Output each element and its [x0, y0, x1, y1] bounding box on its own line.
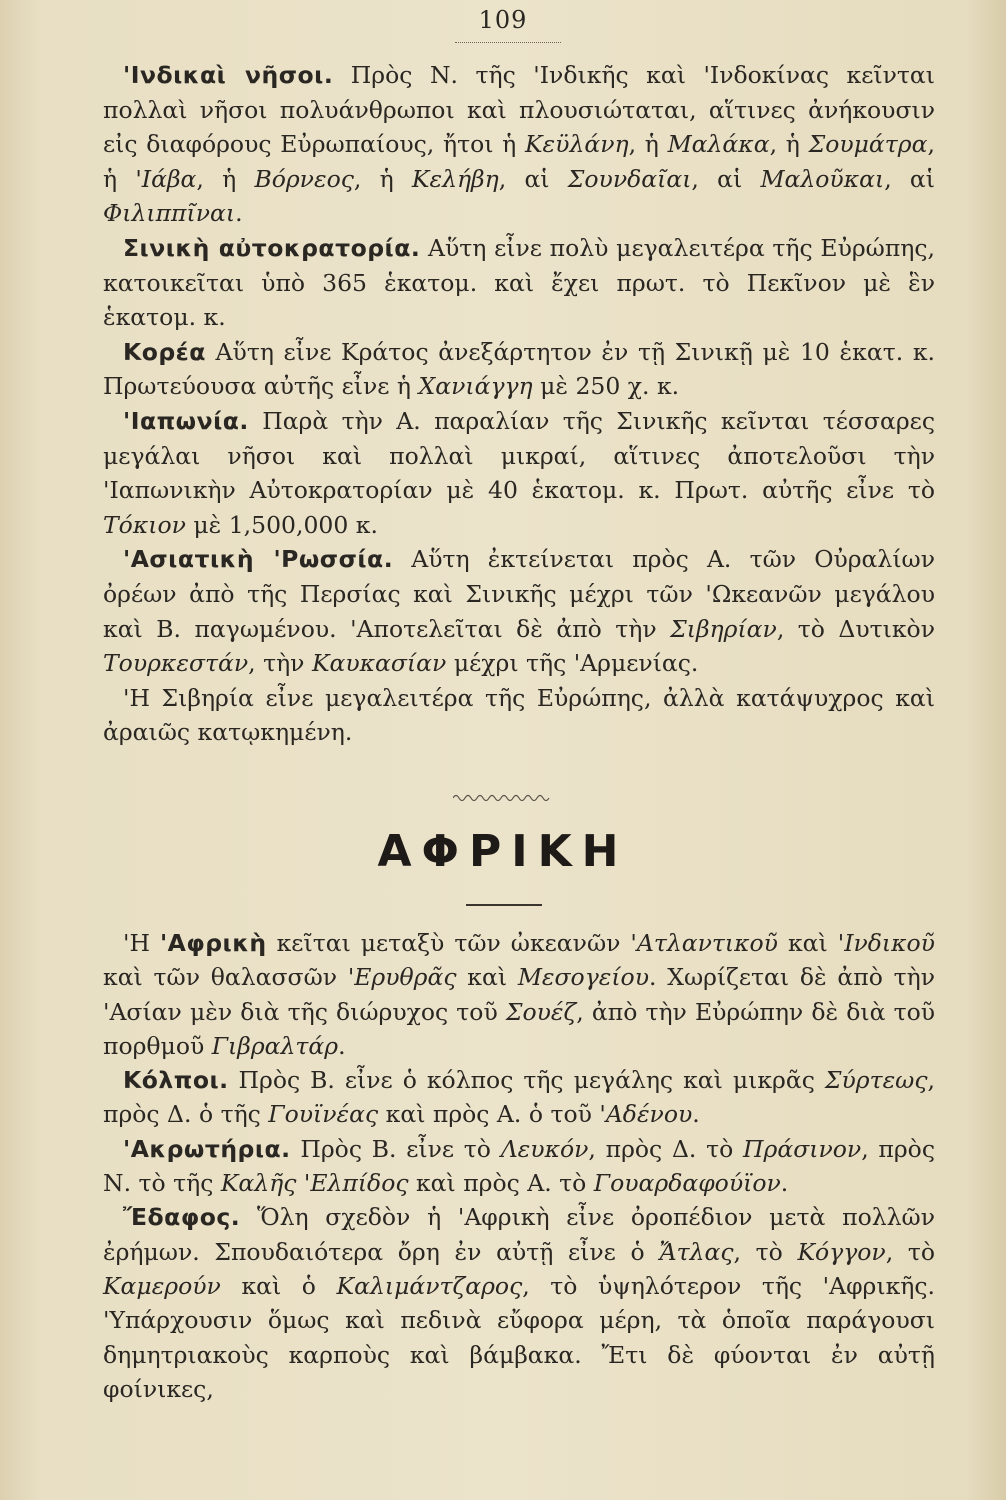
paragraph-terrain [103, 1200, 935, 1406]
page-number: 109 [478, 6, 528, 34]
wavy-divider-ornament [453, 790, 553, 806]
italic-place-name: Χανιάγγη [418, 372, 533, 401]
text-run: , τὸ [885, 1237, 935, 1266]
italic-place-name: Μεσογείου [517, 963, 649, 992]
paragraph-capes [103, 1132, 935, 1201]
italic-place-name: Μαλοῦκαι [760, 164, 885, 193]
section-title-africa: ΑΦΡΙΚΗ [377, 826, 629, 877]
text-run: . [780, 1169, 789, 1198]
section-title-rule [466, 904, 542, 906]
text-run: , τὸ Δυτικὸν [776, 614, 935, 643]
italic-place-name: Καυκασίαν [311, 649, 447, 678]
text-run: , τὴν [248, 649, 312, 678]
paragraph-africa-intro [103, 926, 935, 1063]
heading-japan: 'Ιαπωνία. [123, 406, 249, 435]
text-run: , πρὸς Δ. ὁ τῆς [103, 1066, 935, 1129]
text-run: Αὕτη εἶνε Κράτος ἀνεξάρτητον ἐν τῇ Σινικῇ μὲ 10 ἑκατ. κ. Πρωτεύουσα αὐτῆς εἶνε ἡ [103, 337, 935, 401]
text-run: . [235, 199, 243, 228]
italic-place-name: Βόρνεος [254, 164, 354, 193]
page-number-rule [455, 42, 561, 43]
italic-place-name: Καλῆς 'Ελπίδος [220, 1169, 409, 1198]
text-run: κεῖται μεταξὺ τῶν ὠκεανῶν [266, 929, 631, 957]
text-run: Πρὸς Β. εἶνε τὸ [290, 1134, 501, 1163]
italic-place-name: Κεϋλάνη [525, 130, 629, 159]
text-run: Παρὰ τὴν Α. παραλίαν τῆς Σινικῆς κεῖνται τέσσαρες μεγάλαι νῆσοι καὶ πολλαὶ μικραί, αἵτινες ἀποτελοῦσι τὴν 'Ιαπωνικὴν Αὐτοκρατορίαν μὲ 40 ἑκατομ. κ. Πρωτ. αὐτῆς εἶνε τὸ [103, 406, 935, 505]
text-run: . [338, 1031, 346, 1060]
text-run: , αἱ [691, 164, 761, 193]
heading-gulfs: Κόλποι. [123, 1066, 229, 1095]
heading-chinese-empire: Σινικὴ αὐτοκρατορία. [123, 233, 421, 262]
text-run: , αἱ [498, 164, 568, 193]
paragraph-siberia [103, 681, 935, 750]
text-run: Αὕτη εἶνε πολὺ μεγαλειτέρα τῆς Εὐρώπης, κατοικεῖται ὑπὸ 365 ἑκατομ. καὶ ἔχει πρωτ. τὸ Πεκῖνον μὲ ἓν ἑκατομ. κ. [103, 233, 935, 332]
italic-place-name: Πράσινον [743, 1134, 862, 1163]
italic-place-name: 'Ινδικοῦ [837, 929, 935, 957]
paragraph-korea [103, 335, 935, 404]
asia-text-block [103, 58, 935, 750]
italic-place-name: Σουέζ [505, 997, 577, 1026]
italic-place-name: 'Ατλαντικοῦ [630, 929, 778, 957]
paragraph-chinese-empire [103, 231, 935, 335]
heading-korea: Κορέα [123, 337, 206, 366]
italic-place-name: Γουαρδαφούϊον [593, 1169, 781, 1198]
text-run: , τὸ [733, 1237, 798, 1266]
text-run: καὶ [777, 929, 838, 957]
italic-place-name: Γιβραλτάρ [211, 1031, 339, 1060]
text-run: Πρὸς Β. εἶνε ὁ κόλπος τῆς μεγάλης καὶ μικρᾶς [228, 1066, 825, 1095]
italic-place-name: Καμερούν [103, 1271, 221, 1300]
text-run: καὶ [456, 963, 518, 992]
text-run: , ἡ [628, 130, 668, 159]
text-run: Αὕτη ἐκτείνεται πρὸς Α. τῶν Οὐραλίων ὀρέων ἀπὸ τῆς Περσίας καὶ Σινικῆς μέχρι τῶν 'Ωκεανῶν μεγάλου καὶ Β. παγωμένου. 'Αποτελεῖται δὲ ἀπὸ τὴν [103, 545, 935, 643]
italic-place-name: Λευκόν [500, 1134, 589, 1163]
heading-indian-islands: 'Ινδικαὶ νῆσοι. [123, 61, 334, 89]
text-run: , ἡ [103, 130, 935, 193]
italic-place-name: Σουνδαῖαι [567, 164, 692, 193]
italic-place-name: Σιβηρίαν [670, 614, 777, 643]
italic-place-name: Μαλάκα [667, 130, 770, 159]
text-run: , ἡ [353, 164, 412, 193]
heading-terrain: Ἔδαφος. [123, 1203, 241, 1232]
italic-place-name: Τόκιον [103, 510, 186, 539]
text-run: καὶ τῶν θαλασσῶν [103, 963, 348, 992]
italic-place-name: 'Ερυθρᾶς [347, 963, 457, 992]
italic-place-name: Τουρκεστάν [103, 649, 249, 678]
paragraph-gulfs [103, 1063, 935, 1132]
italic-place-name: Σύρτεως [824, 1066, 928, 1095]
text-run: 'Η [123, 929, 160, 957]
paragraph-indian-islands [103, 58, 935, 231]
paragraph-asian-russia [103, 542, 935, 680]
italic-place-name: Καλιμάντζαρος [336, 1271, 523, 1300]
text-run: μὲ 1,500,000 κ. [185, 510, 378, 539]
africa-text-block [103, 926, 935, 1406]
text-run: , αἱ [884, 164, 936, 193]
text-run: καὶ πρὸς Α. τὸ [408, 1169, 594, 1198]
text-run: καὶ πρὸς Α. ὁ τοῦ [378, 1100, 600, 1129]
text-run: , ἡ [196, 164, 255, 193]
heading-asian-russia: 'Ασιατικὴ 'Ρωσσία. [123, 545, 394, 574]
heading-africa: 'Αφρικὴ [159, 929, 267, 957]
text-run: , πρὸς Δ. τὸ [588, 1134, 744, 1163]
text-run: Πρὸς Ν. τῆς 'Ινδικῆς καὶ 'Ινδοκίνας κεῖνται πολλαὶ νῆσοι πολυάνθρωποι καὶ πλουσιώταται, αἵτινες ἀνήκουσιν εἰς διαφόρους Εὐρωπαίους, ἤτοι ἡ [103, 61, 935, 159]
text-run: , ἀπὸ τὴν Εὐρώπην δὲ διὰ τοῦ πορθμοῦ [103, 997, 935, 1060]
italic-place-name: Κελήβη [411, 164, 499, 193]
italic-place-name: Ἄτλας [659, 1237, 734, 1266]
text-run: καὶ ὁ [220, 1271, 337, 1300]
heading-capes: 'Ακρωτήρια. [123, 1134, 291, 1163]
italic-place-name: 'Ιάβα [135, 164, 197, 193]
italic-place-name: Σουμάτρα [808, 130, 928, 159]
text-run: Ὅλη σχεδὸν ἡ 'Αφρικὴ εἶνε ὀροπέδιον μετὰ πολλῶν ἐρήμων. Σπουδαιότερα ὄρη ἐν αὐτῇ εἶνε ὁ [103, 1203, 935, 1266]
text-run: μέχρι τῆς 'Αρμενίας. [446, 649, 699, 678]
text-run: . Χωρίζεται δὲ ἀπὸ τὴν 'Ασίαν μὲν διὰ τῆς διώρυχος τοῦ [103, 963, 936, 1026]
italic-place-name: Φιλιππῖναι [103, 199, 236, 228]
text-run: , τὸ ὑψηλότερον τῆς 'Αφρικῆς. 'Υπάρχουσιν ὅμως καὶ πεδινὰ εὔφορα μέρη, τὰ ὁποῖα παράγουσι δημητριακοὺς καρποὺς καὶ βάμβακα. Ἔτι δὲ φύονται ἐν αὐτῇ φοίνικες, [103, 1271, 935, 1403]
paragraph-japan [103, 404, 935, 542]
text-run: . [692, 1100, 700, 1129]
italic-place-name: Κόγγον [797, 1237, 886, 1266]
text-run: μὲ 250 χ. κ. [532, 372, 680, 401]
italic-place-name: Γουϊνέας [268, 1100, 379, 1129]
text-run: 'Η Σιβηρία εἶνε μεγαλειτέρα τῆς Εὐρώπης, ἀλλὰ κατάψυχρος καὶ ἀραιῶς κατῳκημένη. [103, 683, 935, 747]
text-run: , πρὸς Ν. τὸ τῆς [103, 1134, 935, 1198]
italic-place-name: 'Αδένου [599, 1100, 693, 1129]
text-run: , ἡ [769, 130, 809, 159]
